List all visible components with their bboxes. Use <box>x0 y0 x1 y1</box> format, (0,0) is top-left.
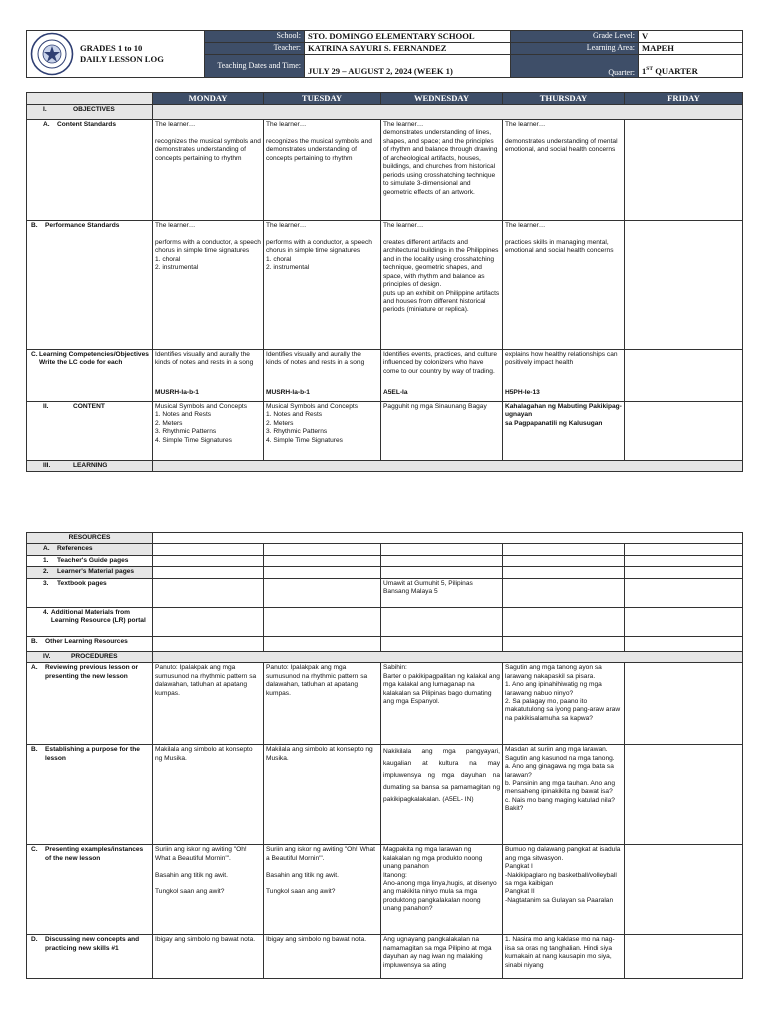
teacher-value: KATRINA SAYURI S. FERNANDEZ <box>305 43 511 55</box>
day-header-tuesday: TUESDAY <box>264 93 381 105</box>
performance-standards-wednesday: The learner… creates different artifacts and architectural buildings in the Philippines and in the locality using crosshatching technique, geometric shapes, and space, with rhythm and balance as principles of design. puts up an exhibit on Philippine artifacts and houses from different historical periods (miniature or replica). <box>381 221 503 350</box>
proc-a-thursday: Sagutin ang mga tanong ayon sa larawang nakapaskil sa pisara. 1. Ano ang ipinahihiwatig ng mga larawang nabuo ninyo? 2. Sa palagay mo, paano ito makatutulong sa iyong pang-araw araw na pakikisalamuha sa kapwa? <box>503 663 625 745</box>
content-standards-label: A. Content Standards <box>27 120 153 221</box>
school-value: STO. DOMINGO ELEMENTARY SCHOOL <box>305 31 511 43</box>
proc-b-label: B. Establishing a purpose for the lesson <box>27 745 153 845</box>
school-label: School: <box>205 31 305 43</box>
quarter-label: Quarter: <box>511 55 639 78</box>
proc-d-tuesday: Ibigay ang simbolo ng bawat nota. <box>264 935 381 979</box>
learning-area-label: Learning Area: <box>511 43 639 55</box>
proc-a-label: A. Reviewing previous lesson or presenting the new lesson <box>27 663 153 745</box>
performance-standards-label: B. Performance Standards <box>27 221 153 350</box>
teaching-dates-label: Teaching Dates and Time: <box>205 55 305 78</box>
proc-c-tuesday: Suriin ang iskor ng awiting "Oh! What a Beautiful Mornin'". Basahin ang titik ng awit. Tungkol saan ang awit? <box>264 845 381 935</box>
proc-c-thursday: Bumuo ng dalawang pangkat at isadula ang mga sitwasyon. Pangkat I -Nakikipaglaro ng basketball/volleyball sa mga kaibigan Pangkat II -Nagtatanim sa Gulayan sa Paaralan <box>503 845 625 935</box>
additional-materials-label: 4. Additional Materials from Learning Resource (LR) portal <box>27 607 153 636</box>
proc-d-label: D. Discussing new concepts and practicing new skills #1 <box>27 935 153 979</box>
proc-c-wednesday: Magpakita ng mga larawan ng kalakalan ng mga produkto noong unang panahon Itanong: Ano-anong mga linya,hugis, at disenyo ang makikita ninyo mula sa mga produktong pangkalakalan noong unang panahon? <box>381 845 503 935</box>
quarter-value: 1ST QUARTER <box>639 55 743 78</box>
content-standards-monday: The learner… recognizes the musical symbols and demonstrates understanding of concepts pertaining to rhythm <box>153 120 264 221</box>
proc-d-wednesday: Ang ugnayang pangkalakalan na namamagitan sa mga Pilipino at mga dayuhan ay nag iwan ng malaking impluwensya sa ating <box>381 935 503 979</box>
content-friday <box>625 402 743 461</box>
header-table <box>26 30 743 78</box>
content-standards-wednesday: The learner… demonstrates understanding of lines, shapes, and space; and the principles of rhythm and balance through drawing of archeological artifacts, houses, buildings, and churches from historical periods using crosshatching technique to simulate 3-dimensional and geometric effects of an artwork. <box>381 120 503 221</box>
proc-c-monday: Suriin ang iskor ng awiting "Oh! What a Beautiful Mornin'". Basahin ang titik ng awit. Tungkol saan ang awit? <box>153 845 264 935</box>
day-header-thursday: THURSDAY <box>503 93 625 105</box>
learning-heading: III. LEARNING <box>27 461 153 472</box>
proc-b-tuesday: Makilala ang simbolo at konsepto ng Musika. <box>264 745 381 845</box>
lc-code-wednesday: A5EL-Ia <box>383 389 408 396</box>
grade-level-label: Grade Level: <box>511 31 639 43</box>
procedures-heading: IV. PROCEDURES <box>27 651 153 662</box>
lc-code-thursday: H5PH-Ie-13 <box>505 389 540 396</box>
other-resources-label: B. Other Learning Resources <box>27 636 153 651</box>
content-wednesday: Pagguhit ng mga Sinaunang Bagay <box>381 402 503 461</box>
proc-b-friday <box>625 745 743 845</box>
teaching-dates-value: JULY 29 – AUGUST 2, 2024 (WEEK 1) <box>305 55 511 78</box>
proc-a-wednesday: Sabihin: Barter o pakikipagpalitan ng kalakal ang mga kalakal ang lumaganap na kalakalan sa Pilipinas bago dumating ang mga Espanyol. <box>381 663 503 745</box>
competencies-friday <box>625 350 743 402</box>
proc-b-wednesday: Nakikilala ang mga pangyayari, kaugalian at kultura na may impluwensya ng mga dayuhan na dumating sa bansa sa pamamagitan ng pakikipagkalakalan. (A5EL- IN) <box>381 745 503 845</box>
performance-standards-tuesday: The learner… performs with a conductor, a speech chorus in simple time signatures 1. choral 2. instrumental <box>264 221 381 350</box>
content-standards-thursday: The learner… demonstrates understanding of mental emotional, and social health concerns <box>503 120 625 221</box>
proc-a-friday <box>625 663 743 745</box>
content-monday: Musical Symbols and Concepts 1. Notes and Rests 2. Meters 3. Rhythmic Patterns 4. Simple Time Signatures <box>153 402 264 461</box>
proc-b-thursday: Masdan at suriin ang mga larawan. Sagutin ang kasunod na mga tanong. a. Ano ang ginagawa ng mga bata sa larawan? b. Pansinin ang mga tauhan. Ano ang mensaheng ipinakikita ng bawat isa? c. Nais mo bang maging katulad nila? Bakit? <box>503 745 625 845</box>
grade-level-value: V <box>639 31 743 43</box>
proc-c-friday <box>625 845 743 935</box>
teacher-label: Teacher: <box>205 43 305 55</box>
lc-code-monday: MUSRH-Ia-b-1 <box>155 389 199 396</box>
learning-area-value: MAPEH <box>639 43 743 55</box>
proc-c-label: C. Presenting examples/instances of the new lesson <box>27 845 153 935</box>
day-header-monday: MONDAY <box>153 93 264 105</box>
performance-standards-friday <box>625 221 743 350</box>
proc-d-friday <box>625 935 743 979</box>
day-header-friday: FRIDAY <box>625 93 743 105</box>
competencies-label: C. Learning Competencies/Objectives Write the LC code for each <box>27 350 153 402</box>
day-header-wednesday: WEDNESDAY <box>381 93 503 105</box>
resources-heading-fill <box>153 533 743 544</box>
performance-standards-monday: The learner… performs with a conductor, a speech chorus in simple time signatures 1. choral 2. instrumental <box>153 221 264 350</box>
content-tuesday: Musical Symbols and Concepts 1. Notes and Rests 2. Meters 3. Rhythmic Patterns 4. Simple Time Signatures <box>264 402 381 461</box>
proc-a-tuesday: Panuto: Ipalakpak ang mga sumusunod na rhythmic pattern sa dalawahan, tatluhan at apatang kumpas. <box>264 663 381 745</box>
proc-b-monday: Makilala ang simbolo at konsepto ng Musika. <box>153 745 264 845</box>
objectives-heading-fill <box>153 105 743 120</box>
proc-a-monday: Panuto: Ipalakpak ang mga sumusunod na rhythmic pattern sa dalawahan, tatluhan at apatang kumpas. <box>153 663 264 745</box>
log-title-dll: DAILY LESSON LOG <box>80 54 164 64</box>
content-label: II. CONTENT <box>27 402 153 461</box>
log-title-grades: GRADES 1 to 10 <box>80 43 143 53</box>
resources-procedures-table <box>26 532 743 979</box>
day-header-blank <box>27 93 153 105</box>
objectives-table <box>26 92 743 472</box>
competencies-thursday: explains how healthy relationships can positively impact health H5PH-Ie-13 <box>503 350 625 402</box>
content-standards-friday <box>625 120 743 221</box>
competencies-monday: Identifies visually and aurally the kinds of notes and rests in a song MUSRH-Ia-b-1 <box>153 350 264 402</box>
procedures-heading-fill <box>153 651 743 662</box>
competencies-tuesday: Identifies visually and aurally the kinds of notes and rests in a song MUSRH-Ia-b-1 <box>264 350 381 402</box>
textbook-wednesday: Umawit at Gumuhit 5, Pilipinas Bansang Malaya 5 <box>381 578 503 607</box>
proc-d-monday: Ibigay ang simbolo ng bawat nota. <box>153 935 264 979</box>
header-logo-cell <box>27 31 205 78</box>
proc-d-thursday: 1. Nasira mo ang kaklase mo na nag-iisa sa oras ng tanghalian. Hindi siya kumakain at nang kausapin mo siya, sinabi niyang <box>503 935 625 979</box>
learning-heading-fill <box>153 461 743 472</box>
textbook-label: 3. Textbook pages <box>27 578 153 607</box>
lc-code-tuesday: MUSRH-Ia-b-1 <box>266 389 310 396</box>
resources-heading: RESOURCES <box>27 533 153 544</box>
deped-seal-icon <box>30 32 74 76</box>
competencies-wednesday: Identifies events, practices, and culture influenced by colonizers who have come to our country by way of trading. A5EL-Ia <box>381 350 503 402</box>
references-label: A. References <box>27 544 153 555</box>
content-thursday: Kahalagahan ng Mabuting Pakikipag-ugnayan sa Pagpapanatili ng Kalusugan <box>503 402 625 461</box>
teachers-guide-label: 1. Teacher's Guide pages <box>27 555 153 566</box>
learners-material-label: 2. Learner's Material pages <box>27 567 153 578</box>
performance-standards-thursday: The learner… practices skills in managing mental, emotional and social health concerns <box>503 221 625 350</box>
objectives-heading: I. OBJECTIVES <box>27 105 153 120</box>
content-standards-tuesday: The learner… recognizes the musical symbols and demonstrates understanding of concepts pertaining to rhythm <box>264 120 381 221</box>
